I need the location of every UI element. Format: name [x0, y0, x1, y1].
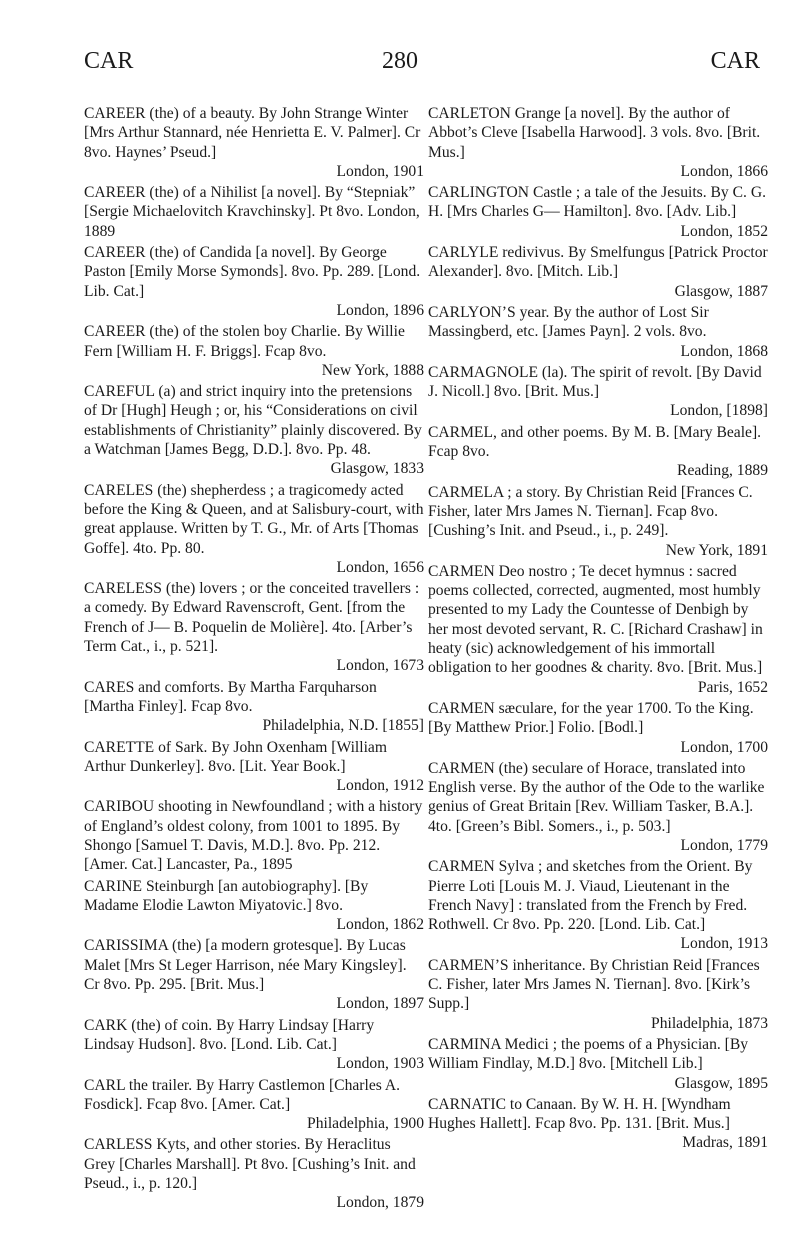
entry-imprint: London, 1779 — [680, 836, 768, 854]
entry-text: CARK (the) of coin. By Harry Lindsay [Harry Lindsay Hudson]. 8vo. [Lond. Lib. Cat.] — [84, 1016, 375, 1053]
entry-text: CAREFUL (a) and strict inquiry into the pretensions of Dr [Hugh] Heugh ; or, his “Considerations on civil establishments of Christianity” plainly discovered. By a Watchman [James Begg, D.D.]. 8vo. Pp. 48. — [84, 383, 422, 459]
entry-text: CARL the trailer. By Harry Castlemon [Charles A. Fosdick]. Fcap 8vo. [Amer. Cat.] — [84, 1076, 401, 1113]
entry-text: CARISSIMA (the) [a modern grotesque]. By Lucas Malet [Mrs St Leger Harrison, née Mary Kingsley]. Cr 8vo. Pp. 295. [Brit. Mus.] — [84, 937, 407, 994]
entry-imprint: London, 1862 — [336, 916, 424, 934]
entry-imprint: London, [1898] — [670, 402, 768, 420]
entry-imprint: London, 1868 — [680, 342, 768, 360]
catalog-entry — [84, 183, 424, 241]
catalog-entry — [428, 1095, 768, 1153]
page-header — [40, 48, 760, 82]
entry-imprint: Philadelphia, N.D. [1855] — [262, 717, 424, 735]
entry-text: CAREER (the) of the stolen boy Charlie. By Willie Fern [William H. F. Briggs]. Fcap 8vo. — [84, 323, 405, 360]
catalog-entry — [428, 562, 768, 697]
catalog-entry — [84, 322, 424, 380]
catalog-entry — [84, 738, 424, 796]
catalog-entry — [428, 243, 768, 301]
running-head-left: CAR — [84, 48, 134, 74]
catalog-entry — [84, 678, 424, 736]
entry-imprint: Glasgow, 1833 — [330, 460, 424, 478]
catalog-entry — [428, 104, 768, 181]
entry-text: CARMEN Deo nostro ; Te decet hymnus : sacred poems collected, corrected, augmented, most humbly presented to my Lady the Countesse of Denbigh by her most devoted servant, R. C. [Richard Crashaw] in heaty (sic) acknowledgement of his immortall obligation to her goodnes & charity. 8vo. [Brit. Mus.] — [428, 562, 763, 677]
entry-imprint: London, 1913 — [680, 935, 768, 953]
left-column — [84, 104, 424, 1215]
entry-text: CARMAGNOLE (la). The spirit of revolt. [By David J. Nicoll.] 8vo. [Brit. Mus.] — [428, 363, 762, 401]
entry-imprint: New York, 1888 — [321, 361, 424, 379]
page-number: 280 — [382, 48, 418, 74]
catalog-entry — [428, 183, 768, 241]
entry-imprint: London, 1903 — [336, 1055, 424, 1073]
entry-text: CARETTE of Sark. By John Oxenham [William Arthur Dunkerley]. 8vo. [Lit. Year Book.] — [84, 738, 387, 775]
entry-imprint: Glasgow, 1895 — [674, 1074, 768, 1092]
entry-imprint: London, 1852 — [680, 222, 768, 240]
entry-imprint: London, 1912 — [336, 777, 424, 795]
catalog-entry — [84, 104, 424, 181]
catalog-entry — [84, 877, 424, 935]
entry-text: CAREER (the) of Candida [a novel]. By George Paston [Emily Morse Symonds]. 8vo. Pp. 289. [Lond. Lib. Cat.] — [84, 244, 421, 300]
entry-text: CARELESS (the) lovers ; or the conceited travellers : a comedy. By Edward Ravenscroft, Gent. [from the French of J— B. Poquelin de Molière]. 4to. [Arber’s Term Cat., i., p. 521]. — [84, 580, 420, 656]
entry-imprint: Paris, 1652 — [697, 678, 768, 696]
catalog-entry — [84, 382, 424, 478]
entry-text: CARLYON’S year. By the author of Lost Sir Massingberd, etc. [James Payn]. 2 vols. 8vo. — [428, 303, 709, 341]
entry-text: CARINE Steinburgh [an autobiography]. [By Madame Elodie Lawton Miyatovic.] 8vo. — [84, 877, 369, 914]
entry-imprint: London, 1897 — [336, 995, 424, 1013]
entry-text: CARMELA ; a story. By Christian Reid [Frances C. Fisher, later Mrs James N. Tiernan]. Fcap 8vo. [Cushing’s Init. and Pseud., i., p. 249]. — [428, 483, 753, 540]
catalog-entry — [428, 699, 768, 757]
entry-text: CARLETON Grange [a novel]. By the author of Abbot’s Cleve [Isabella Harwood]. 3 vols. 8vo. [Brit. Mus.] — [428, 105, 761, 161]
catalog-entry — [84, 579, 424, 675]
entry-imprint: Madras, 1891 — [682, 1134, 768, 1152]
entry-text: CARMEL, and other poems. By M. B. [Mary Beale]. Fcap 8vo. — [428, 423, 762, 461]
right-column — [428, 104, 768, 1155]
catalog-entry — [84, 243, 424, 320]
entry-imprint: Reading, 1889 — [677, 462, 768, 480]
entry-imprint: London, 1656 — [336, 558, 424, 576]
entry-imprint: Philadelphia, 1900 — [307, 1115, 424, 1133]
entry-text: CARLESS Kyts, and other stories. By Heraclitus Grey [Charles Marshall]. Pt 8vo. [Cushing’s Init. and Pseud., i., p. 120.] — [84, 1136, 416, 1193]
entry-imprint: London, 1866 — [680, 162, 768, 180]
catalog-entry — [428, 423, 768, 481]
entry-imprint: London, 1700 — [680, 738, 768, 756]
entry-text: CAREER (the) of a beauty. By John Strange Winter [Mrs Arthur Stannard, née Henrietta E. V. Palmer]. Cr 8vo. Haynes’ Pseud.] — [84, 105, 421, 161]
catalog-entry — [84, 481, 424, 577]
running-head-right: CAR — [710, 48, 760, 74]
entry-text: CARMEN sæculare, for the year 1700. To the King. [By Matthew Prior.] Folio. [Bodl.] — [428, 699, 754, 737]
catalog-entry — [84, 797, 424, 874]
entry-text: CARIBOU shooting in Newfoundland ; with a history of England’s oldest colony, from 1001 to 1895. By Shongo [Samuel T. Davis, M.D.]. 8vo. Pp. 212. [Amer. Cat.] Lancaster, Pa., 1895 — [84, 798, 423, 874]
catalog-entry — [84, 1135, 424, 1212]
entry-imprint: Philadelphia, 1873 — [651, 1014, 768, 1032]
catalog-entry — [84, 1076, 424, 1134]
entry-text: CARMEN Sylva ; and sketches from the Orient. By Pierre Loti [Louis M. J. Viaud, Lieutenant in the French Navy] : translated from the French by Fred. Rothwell. Cr 8vo. Pp. 220. [Lond. Lib. Cat.] — [428, 858, 753, 934]
catalog-entry — [428, 956, 768, 1033]
entry-text: CARELES (the) shepherdess ; a tragicomedy acted before the King & Queen, and at Salisbury-court, with great applause. Written by T. G., Mr. of Arts [Thomas Goffe]. 4to. Pp. 80. — [84, 481, 424, 557]
entry-imprint: London, 1879 — [336, 1194, 424, 1212]
entry-text: CARNATIC to Canaan. By W. H. H. [Wyndham Hughes Hallett]. Fcap 8vo. Pp. 131. [Brit. Mus.] — [428, 1095, 731, 1133]
entry-imprint: New York, 1891 — [665, 541, 768, 559]
entry-text: CARLYLE redivivus. By Smelfungus [Patrick Proctor Alexander]. 8vo. [Mitch. Lib.] — [428, 244, 768, 281]
catalog-entry — [428, 1035, 768, 1093]
entry-imprint: London, 1673 — [336, 657, 424, 675]
entry-text: CARMEN (the) seculare of Horace, translated into English verse. By the author of the Ode to the warlike genius of Great Britain [Rev. William Tasker, B.A.]. 4to. [Green’s Bibl. Somers., i., p. 503.] — [428, 759, 765, 835]
entry-imprint: London, 1896 — [336, 301, 424, 319]
catalog-entry — [428, 857, 768, 953]
entry-text: CARMINA Medici ; the poems of a Physician. [By William Findlay, M.D.] 8vo. [Mitchell Lib.] — [428, 1035, 749, 1073]
entry-text: CAREER (the) of a Nihilist [a novel]. By “Stepniak” [Sergie Michaelovitch Kravchinsky]. Pt 8vo. London, 1889 — [84, 184, 420, 240]
entry-text: CARMEN’S inheritance. By Christian Reid [Frances C. Fisher, later Mrs James N. Tiernan]. 8vo. [Kirk’s Supp.] — [428, 956, 760, 1013]
entry-imprint: London, 1901 — [336, 162, 424, 180]
catalog-entry — [428, 483, 768, 560]
catalog-entry — [84, 1016, 424, 1074]
catalog-entry — [428, 759, 768, 855]
catalog-entry — [428, 363, 768, 421]
entry-text: CARES and comforts. By Martha Farquharson [Martha Finley]. Fcap 8vo. — [84, 678, 377, 715]
catalog-entry — [428, 303, 768, 361]
catalog-entry — [84, 936, 424, 1013]
entry-imprint: Glasgow, 1887 — [674, 282, 768, 300]
entry-text: CARLINGTON Castle ; a tale of the Jesuits. By C. G. H. [Mrs Charles G— Hamilton]. 8vo. [Adv. Lib.] — [428, 184, 766, 221]
